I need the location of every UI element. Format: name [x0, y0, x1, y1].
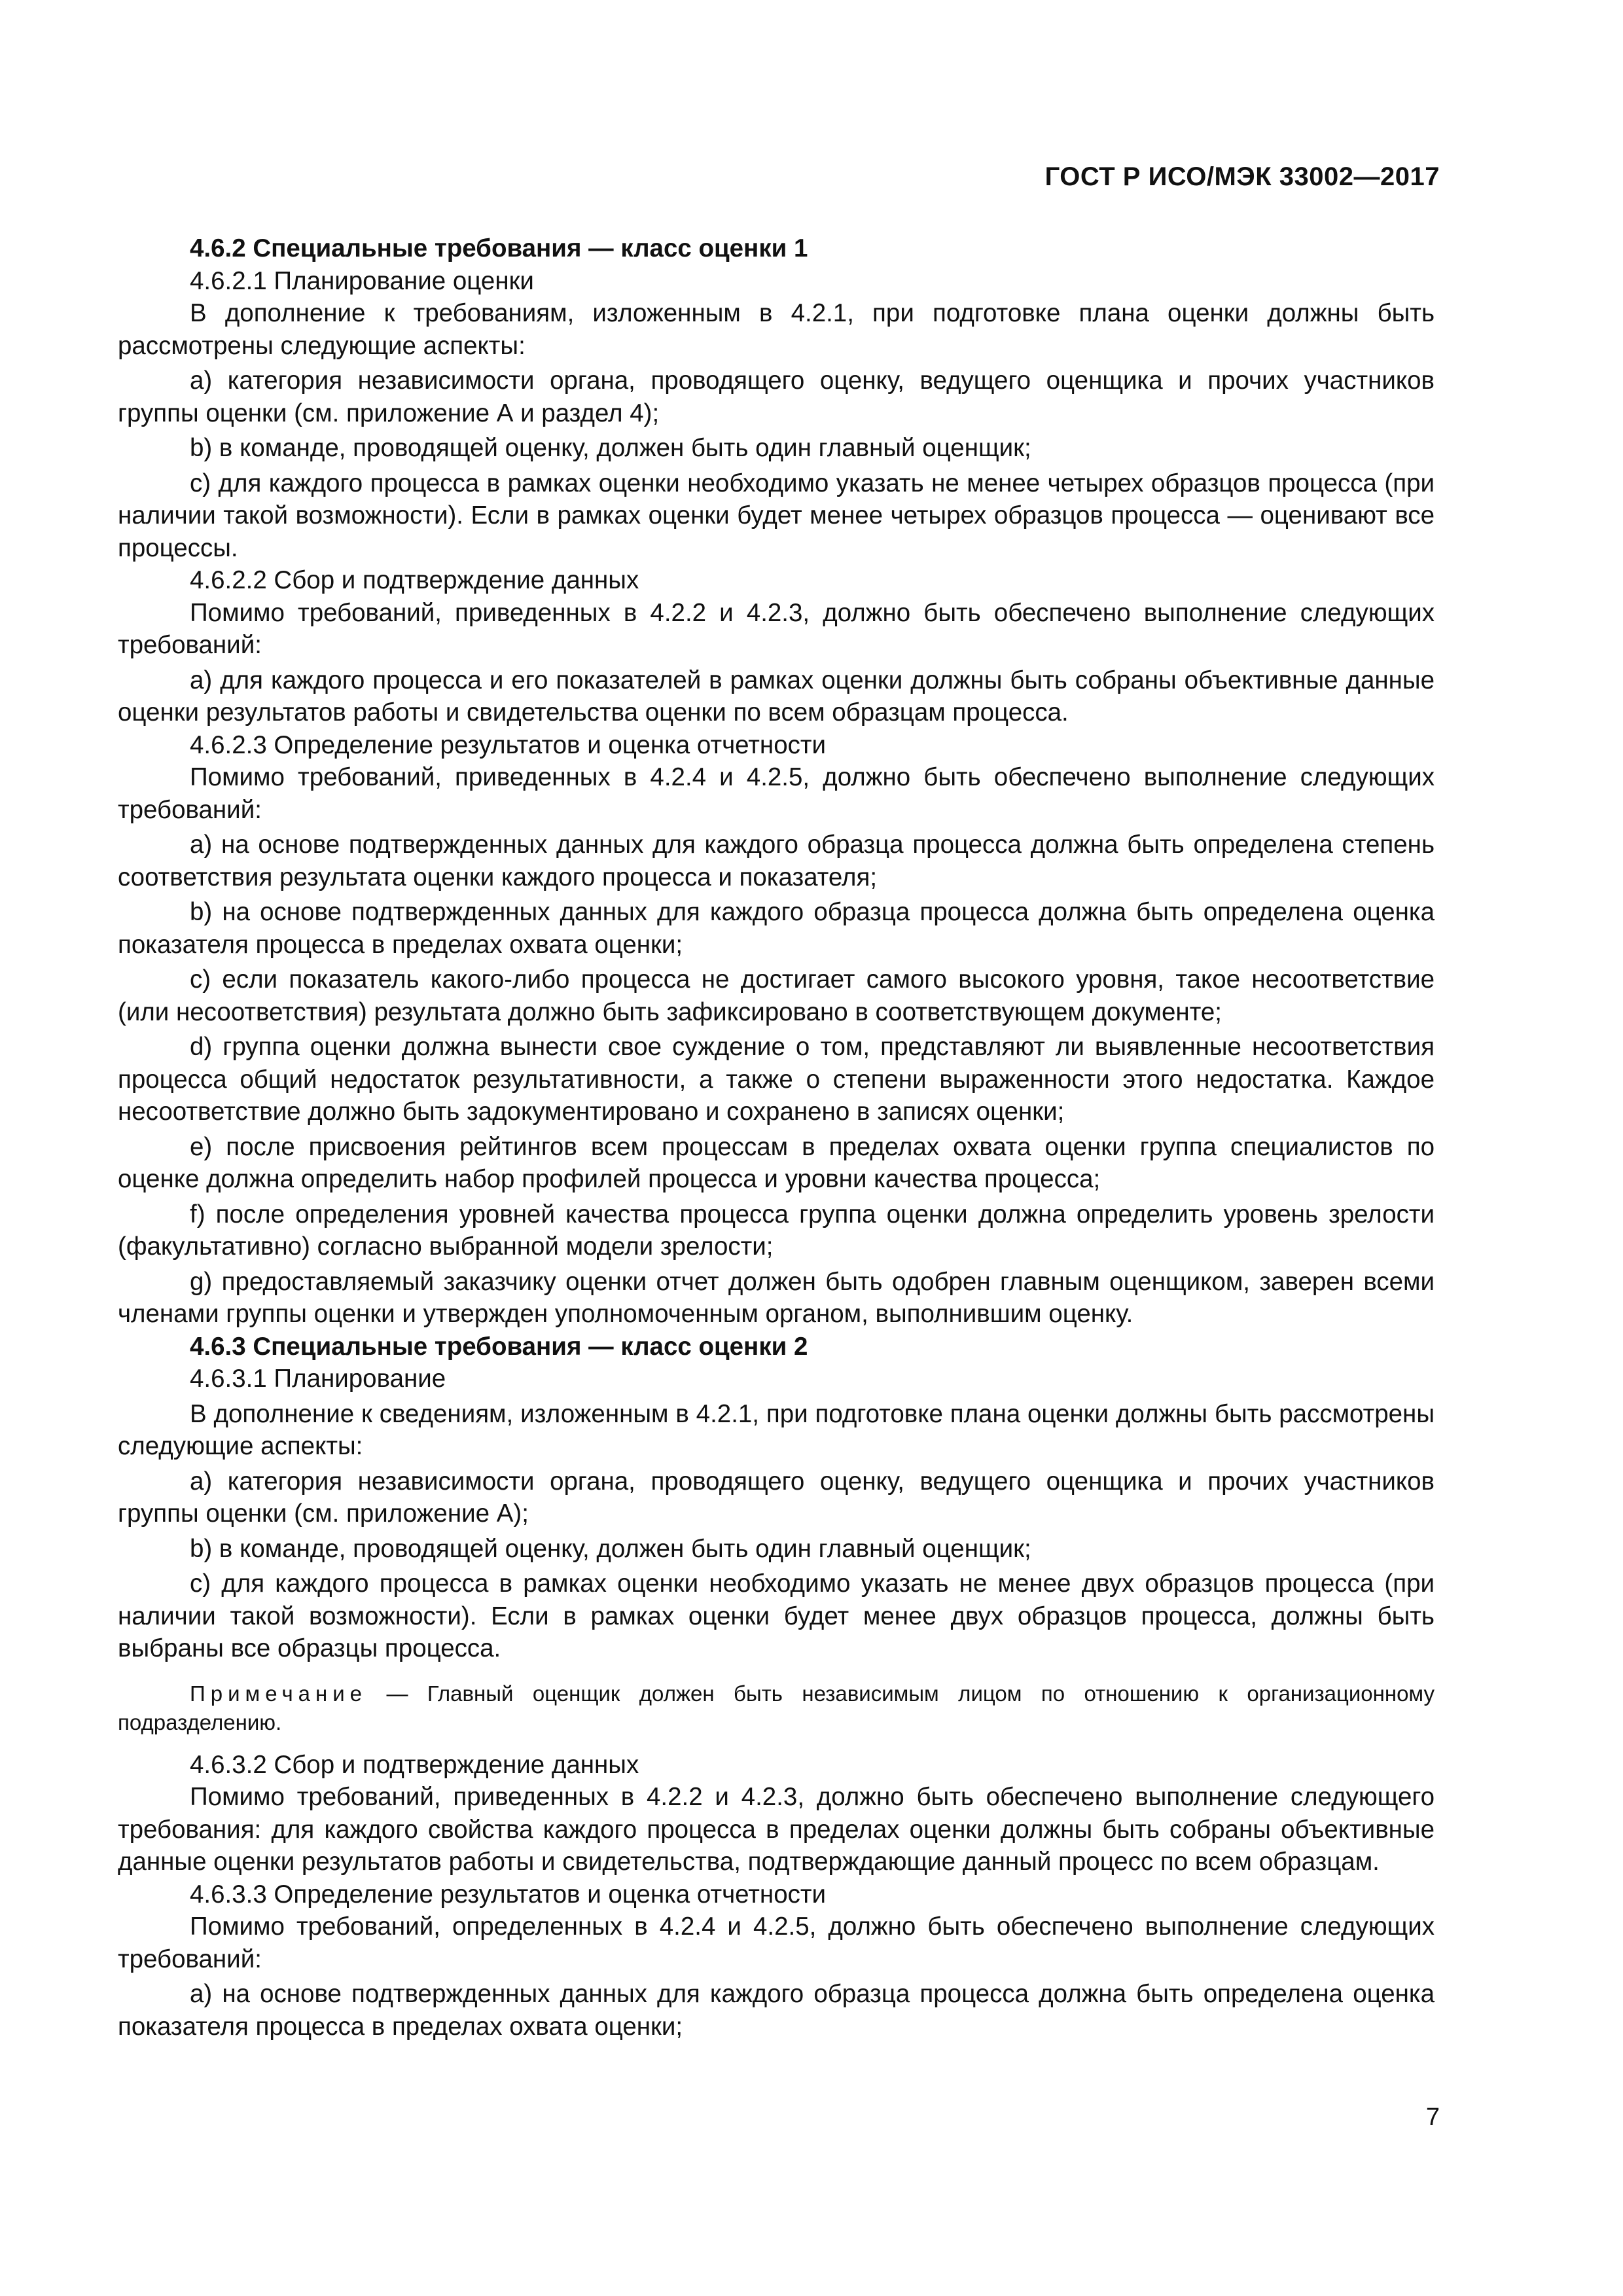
list-item-4-6-2-3-e: е) после присвоения рейтингов всем процессам в пределах охвата оценки группа специалистов по оценке должна определить набор профилей процесса и уровни качества процесса; [118, 1132, 1435, 1193]
note-text: — Главный оценщик должен быть независимым лицом по отношению к организационному подразделению. [118, 1681, 1435, 1734]
section-heading-4-6-2: 4.6.2 Специальные требования — класс оценки 1 [190, 234, 808, 262]
subsection-title-4-6-3-1: 4.6.3.1 Планирование [190, 1365, 446, 1393]
list-item-4-6-3-1-b: b) в команде, проводящей оценку, должен быть один главный оценщик; [190, 1534, 1031, 1563]
subsection-title-4-6-3-2: 4.6.3.2 Сбор и подтверждение данных [190, 1750, 639, 1779]
document-body [118, 232, 1435, 2043]
list-item-4-6-2-1-b: b) в команде, проводящей оценку, должен быть один главный оценщик; [190, 434, 1031, 462]
document-identifier: ГОСТ Р ИСО/МЭК 33002—2017 [1044, 162, 1440, 191]
list-item-4-6-2-3-f: f) после определения уровней качества процесса группа оценки должна определить уровень зрелости (факультативно) согласно выбранной модели зрелости; [118, 1200, 1435, 1261]
list-item-4-6-2-1-c: с) для каждого процесса в рамках оценки необходимо указать не менее четырех образцов процесса (при наличии такой возможности). Если в рамках оценки будет менее четырех образцов процесса — оценивают все процессы. [118, 469, 1435, 562]
paragraph-4-6-2-2-intro: Помимо требований, приведенных в 4.2.2 и 4.2.3, должно быть обеспечено выполнение следующих требований: [118, 598, 1435, 659]
paragraph-4-6-2-3-intro: Помимо требований, приведенных в 4.2.4 и 4.2.5, должно быть обеспечено выполнение следующих требований: [118, 763, 1435, 824]
page-number: 7 [1425, 2104, 1440, 2131]
list-item-4-6-3-3-a: а) на основе подтвержденных данных для каждого образца процесса должна быть определена оценка показателя процесса в пределах охвата оценки; [118, 1980, 1435, 2041]
list-item-4-6-2-3-g: g) предоставляемый заказчику оценки отчет должен быть одобрен главным оценщиком, заверен всеми членами группы оценки и утвержден уполномоченным органом, выполнившим оценку. [118, 1267, 1435, 1328]
note-paragraph [118, 1679, 1435, 1737]
subsection-title-4-6-2-1: 4.6.2.1 Планирование оценки [190, 266, 534, 295]
list-item-4-6-3-1-a: а) категория независимости органа, проводящего оценку, ведущего оценщика и прочих участников группы оценки (см. приложение А); [118, 1467, 1435, 1528]
paragraph-4-6-3-2: Помимо требований, приведенных в 4.2.2 и 4.2.3, должно быть обеспечено выполнение следующего требования: для каждого свойства каждого процесса в пределах оценки должны быть собраны объективные данные оценки результатов работы и свидетельства, подтверждающие данный процесс по всем образцам. [118, 1783, 1435, 1876]
list-item-4-6-2-3-a: а) на основе подтвержденных данных для каждого образца процесса должна быть определена степень соответствия результата оценки каждого процесса и показателя; [118, 831, 1435, 891]
list-item-4-6-2-1-a: а) категория независимости органа, проводящего оценку, ведущего оценщика и прочих участников группы оценки (см. приложение А и раздел 4); [118, 367, 1435, 427]
note-label: Примечание [190, 1681, 368, 1706]
paragraph-4-6-3-1-intro: В дополнение к сведениям, изложенным в 4.2.1, при подготовке плана оценки должны быть рассмотрены следующие аспекты: [118, 1399, 1435, 1460]
subsection-title-4-6-3-3: 4.6.3.3 Определение результатов и оценка отчетности [190, 1880, 826, 1909]
paragraph-4-6-3-3-intro: Помимо требований, определенных в 4.2.4 и 4.2.5, должно быть обеспечено выполнение следующих требований: [118, 1912, 1435, 1973]
paragraph-4-6-2-1-intro: В дополнение к требованиям, изложенным в 4.2.1, при подготовке плана оценки должны быть рассмотрены следующие аспекты: [118, 299, 1435, 360]
section-heading-4-6-3: 4.6.3 Специальные требования — класс оценки 2 [190, 1332, 808, 1361]
list-item-4-6-2-3-c: с) если показатель какого-либо процесса не достигает самого высокого уровня, такое несоответствие (или несоответствия) результата должно быть зафиксировано в соответствующем документе; [118, 965, 1435, 1026]
subsection-title-4-6-2-2: 4.6.2.2 Сбор и подтверждение данных [190, 566, 639, 594]
list-item-4-6-3-1-c: с) для каждого процесса в рамках оценки необходимо указать не менее двух образцов процесса (при наличии такой возможности). Если в рамках оценки будет менее двух образцов процесса, должны быть выбраны все образцы процесса. [118, 1570, 1435, 1662]
list-item-4-6-2-2-a: а) для каждого процесса и его показателей в рамках оценки должны быть собраны объективные данные оценки результатов работы и свидетельства оценки по всем образцам процесса. [118, 666, 1435, 726]
list-item-4-6-2-3-d: d) группа оценки должна вынести свое суждение о том, представляют ли выявленные несоответствия процесса общий недостаток результативности, а также о степени выраженности этого недостатка. Каждое несоответствие должно быть задокументировано и сохранено в записях оценки; [118, 1033, 1435, 1126]
subsection-title-4-6-2-3: 4.6.2.3 Определение результатов и оценка отчетности [190, 730, 826, 759]
list-item-4-6-2-3-b: b) на основе подтвержденных данных для каждого образца процесса должна быть определена оценка показателя процесса в пределах охвата оценки; [118, 898, 1435, 959]
